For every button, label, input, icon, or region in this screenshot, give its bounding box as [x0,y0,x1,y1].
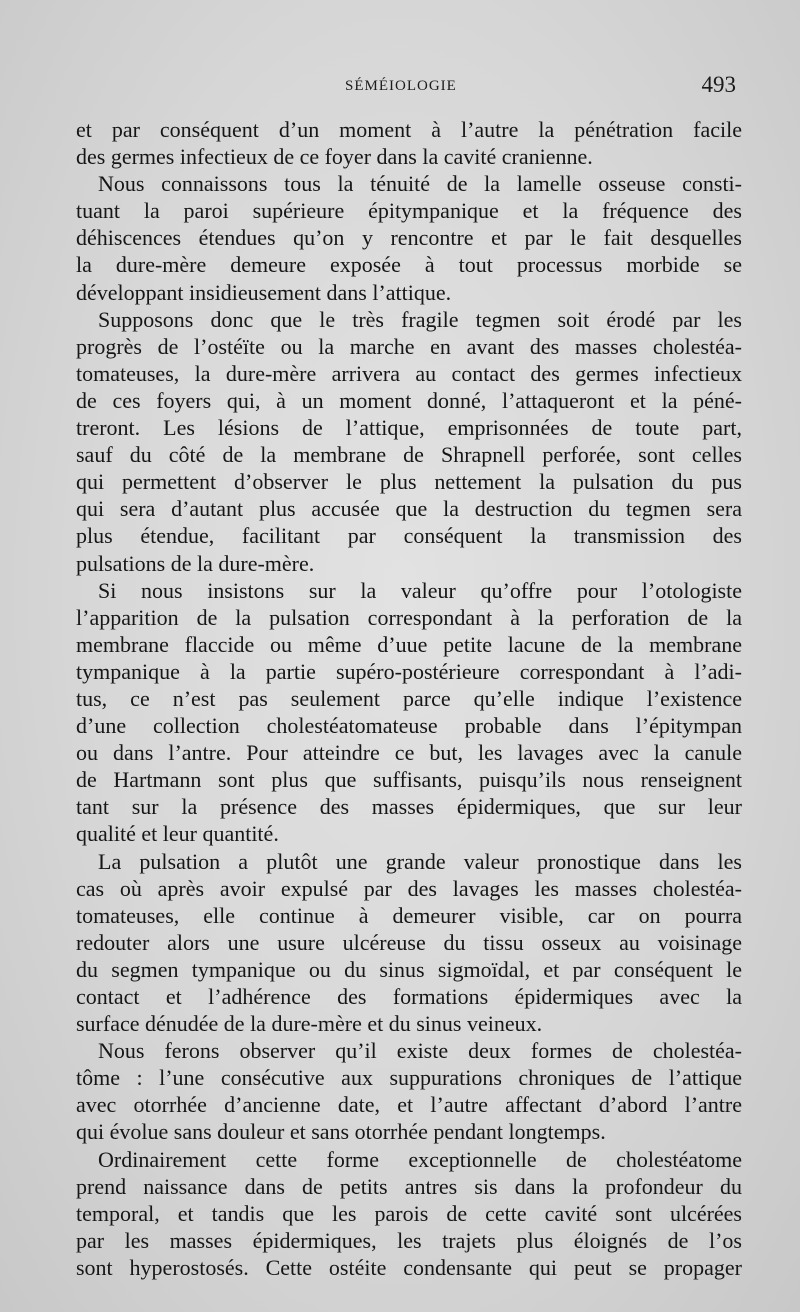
text-line: redouter alors une usure ulcéreuse du tissu osseux au voisinage [76,929,742,955]
text-line: tympanique à la partie supéro-postérieure correspondant à l’adi- [76,658,742,684]
text-line: Si nous insistons sur la valeur qu’offre pour l’otologiste [98,577,742,603]
running-head: SÉMÉIOLOGIE [345,78,457,94]
text-line: tomateuses, la dure-mère arrivera au contact des germes infectieux [76,360,742,386]
text-line: Nous connaissons tous la ténuité de la lamelle osseuse consti- [98,171,742,197]
text-line: tomateuses, elle continue à demeurer visible, car on pourra [76,902,742,928]
text-line: Ordinairement cette forme exceptionnelle de cholestéatome [98,1146,742,1172]
text-line: déhiscences étendues qu’on y rencontre et par le fait desquelles [76,225,742,251]
text-line: et par conséquent d’un moment à l’autre la pénétration facile [76,117,742,142]
text-line: progrès de l’ostéïte ou la marche en avant des masses cholestéa- [76,333,742,359]
text-line: l’apparition de la pulsation correspondant à la perforation de la [76,604,742,630]
text-line: temporal, et tandis que les parois de cette cavité sont ulcérées [76,1200,742,1226]
text-line: ou dans l’antre. Pour atteindre ce but, les lavages avec la canule [76,740,742,766]
page-number: 493 [701,72,736,97]
text-line: par les masses épidermiques, les trajets plus éloignés de l’os [76,1227,742,1253]
text-line: cas où après avoir expulsé par des lavages les masses cholestéa- [76,875,742,901]
text-line: Nous ferons observer qu’il existe deux formes de cholestéa- [98,1038,742,1064]
text-line: qualité et leur quantité. [76,821,279,847]
text-line: du segmen tympanique ou du sinus sigmoïdal, et par conséquent le [76,956,742,982]
page-header [70,72,736,102]
text-line: d’une collection cholestéatomateuse probable dans l’épitympan [76,713,742,739]
text-line: plus étendue, facilitant par conséquent la transmission des [76,523,742,549]
text-line: pulsations de la dure-mère. [76,550,315,576]
text-line: tuant la paroi supérieure épitympanique et la fréquence des [76,198,742,224]
text-line: contact et l’adhérence des formations épidermiques avec la [76,984,742,1009]
text-line: qui permettent d’observer le plus nettement la pulsation du pus [76,469,742,495]
body-text [76,116,742,1281]
text-line: Supposons donc que le très fragile tegmen soit érodé par les [98,306,742,332]
text-line: des germes infectieux de ce foyer dans la cavité cranienne. [76,144,593,170]
text-line: tant sur la présence des masses épidermiques, que sur leur [76,794,742,820]
text-line: de Hartmann sont plus que suffisants, puisqu’ils nous renseignent [76,767,742,793]
text-line: tus, ce n’est pas seulement parce qu’elle indique l’existence [76,685,742,711]
text-line: de ces foyers qui, à un moment donné, l’attaqueront et la péné- [76,387,742,413]
text-line: treront. Les lésions de l’attique, emprisonnées de toute part, [76,415,742,441]
text-line: développant insidieusement dans l’attique. [76,279,452,305]
text-line: la dure-mère demeure exposée à tout processus morbide se [76,252,742,278]
text-line: qui évolue sans douleur et sans otorrhée pendant longtemps. [76,1119,606,1145]
text-line: La pulsation a plutôt une grande valeur pronostique dans les [98,848,742,874]
text-line: sauf du côté de la membrane de Shrapnell perforée, sont celles [76,442,742,468]
text-line: qui sera d’autant plus accusée que la destruction du tegmen sera [76,496,742,522]
text-line: surface dénudée de la dure-mère et du sinus veineux. [76,1011,543,1037]
text-line: sont hyperostosés. Cette ostéite condensante qui peut se propager [76,1254,742,1280]
text-line: tôme : l’une consécutive aux suppurations chroniques de l’attique [76,1065,742,1091]
text-line: prend naissance dans de petits antres sis dans la profondeur du [76,1173,742,1199]
text-line: avec otorrhée d’ancienne date, et l’autre affectant d’abord l’antre [76,1092,742,1118]
text-line: membrane flaccide ou même d’uue petite lacune de la membrane [76,631,742,657]
